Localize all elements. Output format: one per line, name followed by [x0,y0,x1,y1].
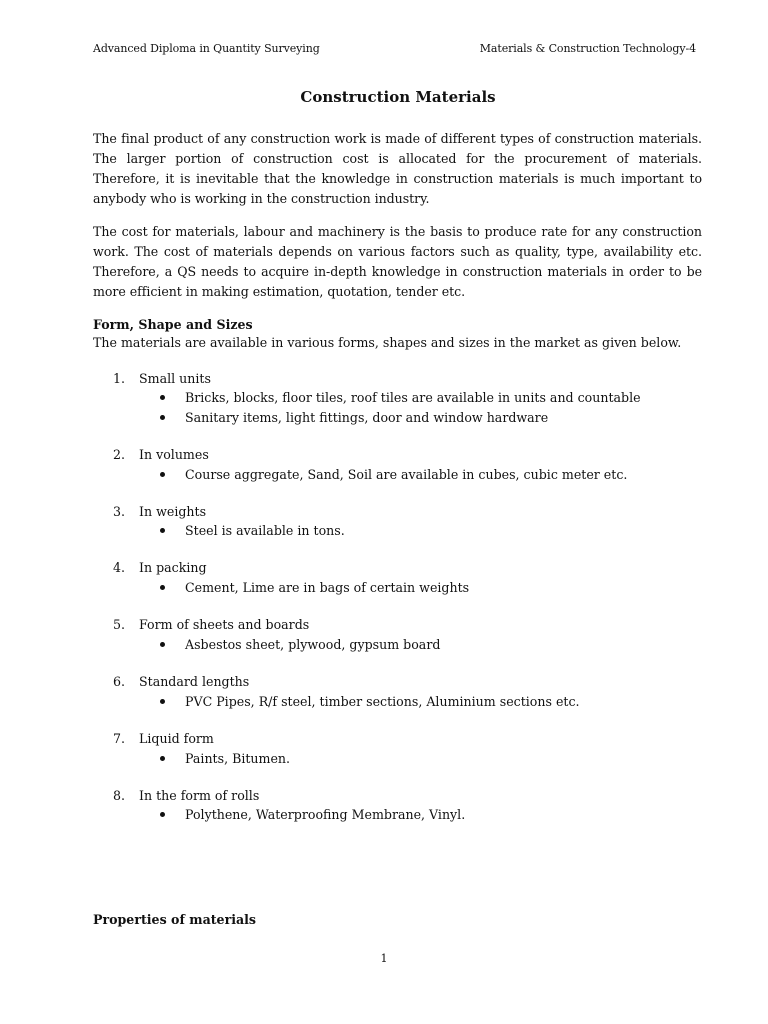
bullet-text: Steel is available in tons. [185,523,345,538]
list-item-label: In weights [139,504,207,519]
bullet-icon [160,415,165,420]
bullet-text: Course aggregate, Sand, Soil are available in cubes, cubic meter etc. [185,467,628,482]
list-item-number: 3. [113,504,126,519]
bullet-icon [160,528,165,533]
bullet-text: Polythene, Waterproofing Membrane, Vinyl. [185,807,466,822]
bullet-item [0,635,768,655]
list-item-label: In the form of rolls [139,788,260,803]
page-title: Construction Materials [300,88,496,106]
bullet-icon [160,699,165,704]
bullet-item [0,578,768,598]
bullet-icon [160,395,165,400]
page-number: 1 [380,952,388,965]
bullet-item [0,805,768,825]
list-item-label: In volumes [139,447,209,462]
list-item-label: Liquid form [139,731,214,746]
bullet-icon [160,812,165,817]
list-item-number: 2. [113,447,126,462]
bullet-item [0,408,768,428]
header-course-title: Advanced Diploma in Quantity Surveying [93,42,320,55]
bullet-icon [160,756,165,761]
list-item-number: 1. [113,371,126,386]
bullet-icon [160,472,165,477]
list-item-number: 5. [113,617,126,632]
list-item-label: In packing [139,560,207,575]
header-module-title: Materials & Construction Technology-4 [479,42,696,55]
bullet-icon [160,642,165,647]
list-item-label: Standard lengths [139,674,250,689]
list-item-label: Form of sheets and boards [139,617,310,632]
bullet-text: Bricks, blocks, floor tiles, roof tiles are available in units and countable [185,390,641,405]
intro-paragraph: The final product of any construction work is made of different types of construction materials. The larger portion of construction cost is allocated for the procurement of materials. Therefore, it is inevitable that the knowledge in construction materials is much important to anybody who is working in the construction industry. [93,131,702,206]
bullet-icon [160,585,165,590]
bullet-text: PVC Pipes, R/f steel, timber sections, Aluminium sections etc. [185,694,580,709]
bullet-item [0,465,768,485]
bullet-text: Cement, Lime are in bags of certain weights [185,580,470,595]
properties-heading: Properties of materials [93,912,257,927]
list-item-number: 6. [113,674,126,689]
list-item-number: 8. [113,788,126,803]
section-heading: Form, Shape and Sizes [93,317,253,332]
section-intro: The materials are available in various forms, shapes and sizes in the market as given below. [93,335,682,350]
list-item-label: Small units [139,371,211,386]
bullet-item [0,749,768,769]
bullet-text: Asbestos sheet, plywood, gypsum board [185,637,441,652]
cost-paragraph: The cost for materials, labour and machinery is the basis to produce rate for any construction work. The cost of materials depends on various factors such as quality, type, availability etc. Therefore, a QS needs to acquire in-depth knowledge in construction materials in order to be more efficient in making estimation, quotation, tender etc. [93,224,702,299]
bullet-text: Sanitary items, light fittings, door and window hardware [185,410,549,425]
bullet-item [0,692,768,712]
bullet-item [0,521,768,541]
bullet-item [0,388,768,408]
list-item-number: 4. [113,560,126,575]
list-item-number: 7. [113,731,126,746]
bullet-text: Paints, Bitumen. [185,751,291,766]
